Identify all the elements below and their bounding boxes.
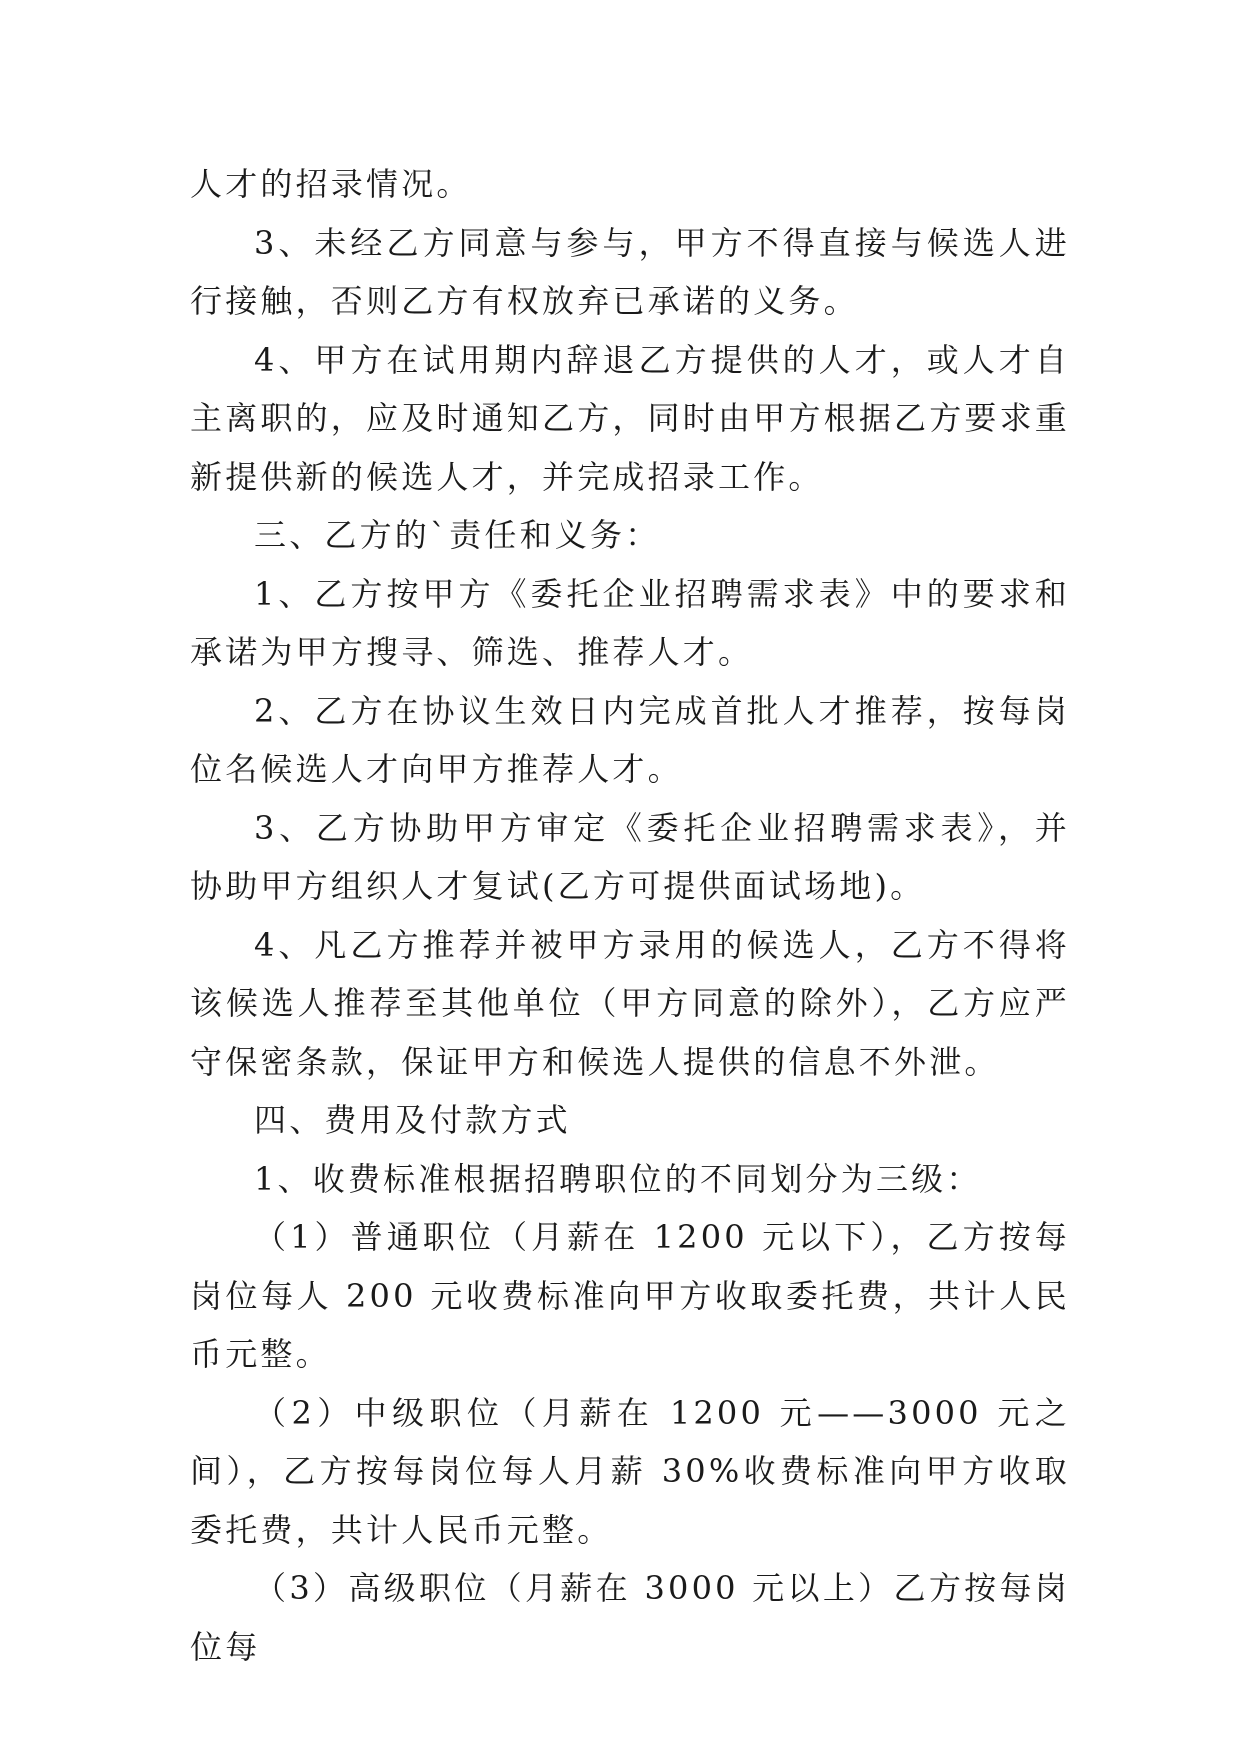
paragraph-party-b-clause-2: 2、乙方在协议生效日内完成首批人才推荐，按每岗位名候选人才向甲方推荐人才。 [190,691,1070,788]
paragraph-clause-4-dismissal: 4、甲方在试用期内辞退乙方提供的人才，或人才自主离职的，应及时通知乙方，同时由甲方根据乙方要求重新提供新的候选人才，并完成招录工作。 [190,340,1071,496]
paragraph-party-b-clause-3: 3、乙方协助甲方审定《委托企业招聘需求表》，并协助甲方组织人才复试(乙方可提供面试场地)。 [190,808,1070,905]
paragraph-recruitment-status: 人才的招录情况。 [190,165,472,203]
paragraph-fee-tier-3: （3）高级职位（月薪在 3000 元以上）乙方按每岗位每 [190,1569,1070,1666]
paragraph-fee-tier-2: （2）中级职位（月薪在 1200 元——3000 元之间），乙方按每岗位每人月薪 30%收费标准向甲方收取委托费，共计人民币元整。 [190,1393,1070,1549]
paragraph-clause-3-no-direct-contact: 3、未经乙方同意与参与，甲方不得直接与候选人进行接触，否则乙方有权放弃已承诺的义务。 [190,223,1070,320]
paragraph-party-b-clause-1: 1、乙方按甲方《委托企业招聘需求表》中的要求和承诺为甲方搜寻、筛选、推荐人才。 [190,574,1070,671]
document-body [190,155,1070,1676]
paragraph-party-b-clause-4: 4、凡乙方推荐并被甲方录用的候选人，乙方不得将该候选人推荐至其他单位（甲方同意的除外），乙方应严守保密条款，保证甲方和候选人提供的信息不外泄。 [190,925,1070,1081]
section-heading-party-b-duties: 三、乙方的`责任和义务： [254,516,661,554]
section-heading-fees-payment: 四、费用及付款方式 [254,1101,571,1139]
paragraph-fee-standard: 1、收费标准根据招聘职位的不同划分为三级： [254,1159,982,1198]
paragraph-fee-tier-1: （1）普通职位（月薪在 1200 元以下），乙方按每岗位每人 200 元收费标准向甲方收取委托费，共计人民币元整。 [190,1218,1070,1373]
